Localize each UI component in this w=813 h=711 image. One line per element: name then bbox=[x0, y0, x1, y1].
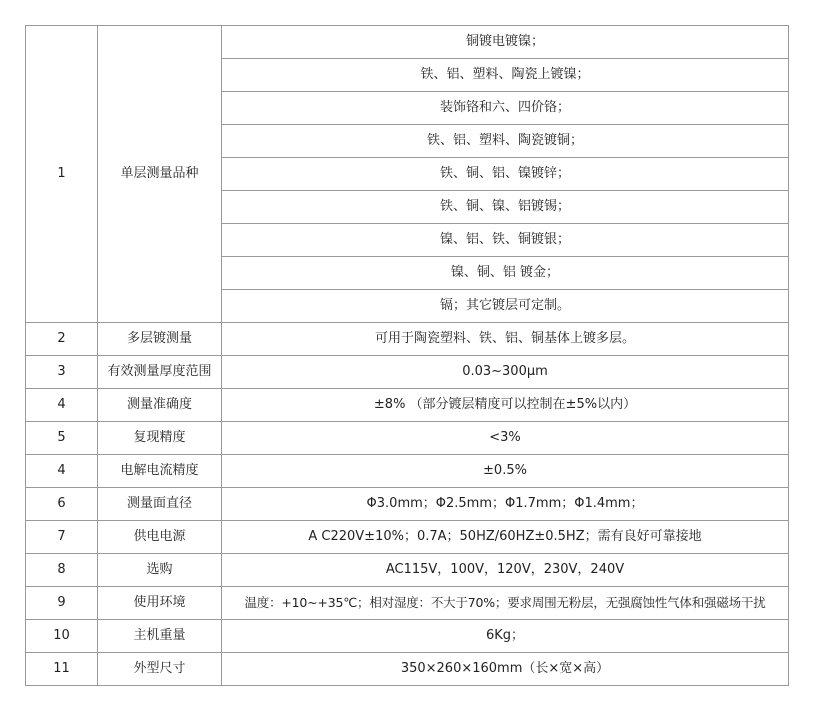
row-parameter: 选购 bbox=[98, 554, 222, 587]
table-row bbox=[26, 323, 789, 356]
row-parameter: 测量面直径 bbox=[98, 488, 222, 521]
table-row bbox=[26, 620, 789, 653]
row-value: ±0.5% bbox=[222, 455, 789, 488]
row-parameter: 测量准确度 bbox=[98, 389, 222, 422]
row-value: <3% bbox=[222, 422, 789, 455]
row-number: 5 bbox=[26, 422, 98, 455]
table-row bbox=[26, 356, 789, 389]
row-parameter: 有效测量厚度范围 bbox=[98, 356, 222, 389]
row-parameter: 多层镀测量 bbox=[98, 323, 222, 356]
row-number: 11 bbox=[26, 653, 98, 686]
table-row bbox=[26, 389, 789, 422]
row-value: 350×260×160mm（长×宽×高） bbox=[222, 653, 789, 686]
row-number: 8 bbox=[26, 554, 98, 587]
row-value: AC115V，100V，120V，230V，240V bbox=[222, 554, 789, 587]
row-value: 6Kg； bbox=[222, 620, 789, 653]
spec-table bbox=[25, 25, 789, 686]
row-value: Φ3.0mm；Φ2.5mm；Φ1.7mm；Φ1.4mm； bbox=[222, 488, 789, 521]
row-number: 3 bbox=[26, 356, 98, 389]
row-number: 7 bbox=[26, 521, 98, 554]
coating-type-item: 铁、铜、镍、铝镀锡； bbox=[222, 191, 789, 224]
row-number: 2 bbox=[26, 323, 98, 356]
coating-type-item: 铁、铝、塑料、陶瓷上镀镍； bbox=[222, 59, 789, 92]
table-row bbox=[26, 554, 789, 587]
table-row bbox=[26, 422, 789, 455]
table-row bbox=[26, 488, 789, 521]
coating-type-item: 铁、铜、铝、镍镀锌； bbox=[222, 158, 789, 191]
row-number: 9 bbox=[26, 587, 98, 620]
table-row bbox=[26, 26, 789, 59]
table-row bbox=[26, 521, 789, 554]
row-value: A C220V±10%；0.7A；50HZ/60HZ±0.5HZ；需有良好可靠接地 bbox=[222, 521, 789, 554]
row-number: 4 bbox=[26, 389, 98, 422]
row-value: 0.03~300μm bbox=[222, 356, 789, 389]
row-number: 10 bbox=[26, 620, 98, 653]
coating-type-item: 镉；其它镀层可定制。 bbox=[222, 290, 789, 323]
row-parameter: 主机重量 bbox=[98, 620, 222, 653]
coating-type-item: 镍、铜、铝 镀金； bbox=[222, 257, 789, 290]
row-parameter: 外型尺寸 bbox=[98, 653, 222, 686]
row-value: 可用于陶瓷塑料、铁、铝、铜基体上镀多层。 bbox=[222, 323, 789, 356]
table-row bbox=[26, 653, 789, 686]
coating-type-item: 铁、铝、塑料、陶瓷镀铜； bbox=[222, 125, 789, 158]
row-parameter: 使用环境 bbox=[98, 587, 222, 620]
row-value: 温度：+10~+35℃；相对湿度：不大于70%；要求周围无粉层，无强腐蚀性气体和强磁场干扰 bbox=[222, 587, 789, 620]
row-number: 6 bbox=[26, 488, 98, 521]
row-number: 4 bbox=[26, 455, 98, 488]
row-value: ±8% （部分镀层精度可以控制在±5%以内） bbox=[222, 389, 789, 422]
table-row bbox=[26, 455, 789, 488]
coating-type-item: 装饰铬和六、四价铬； bbox=[222, 92, 789, 125]
coating-type-item: 铜镀电镀镍； bbox=[222, 26, 789, 59]
row-parameter: 供电电源 bbox=[98, 521, 222, 554]
row-parameter: 电解电流精度 bbox=[98, 455, 222, 488]
coating-type-item: 镍、铝、铁、铜镀银； bbox=[222, 224, 789, 257]
row-number: 1 bbox=[26, 26, 98, 323]
row-parameter: 单层测量品种 bbox=[98, 26, 222, 323]
table-row bbox=[26, 587, 789, 620]
row-parameter: 复现精度 bbox=[98, 422, 222, 455]
